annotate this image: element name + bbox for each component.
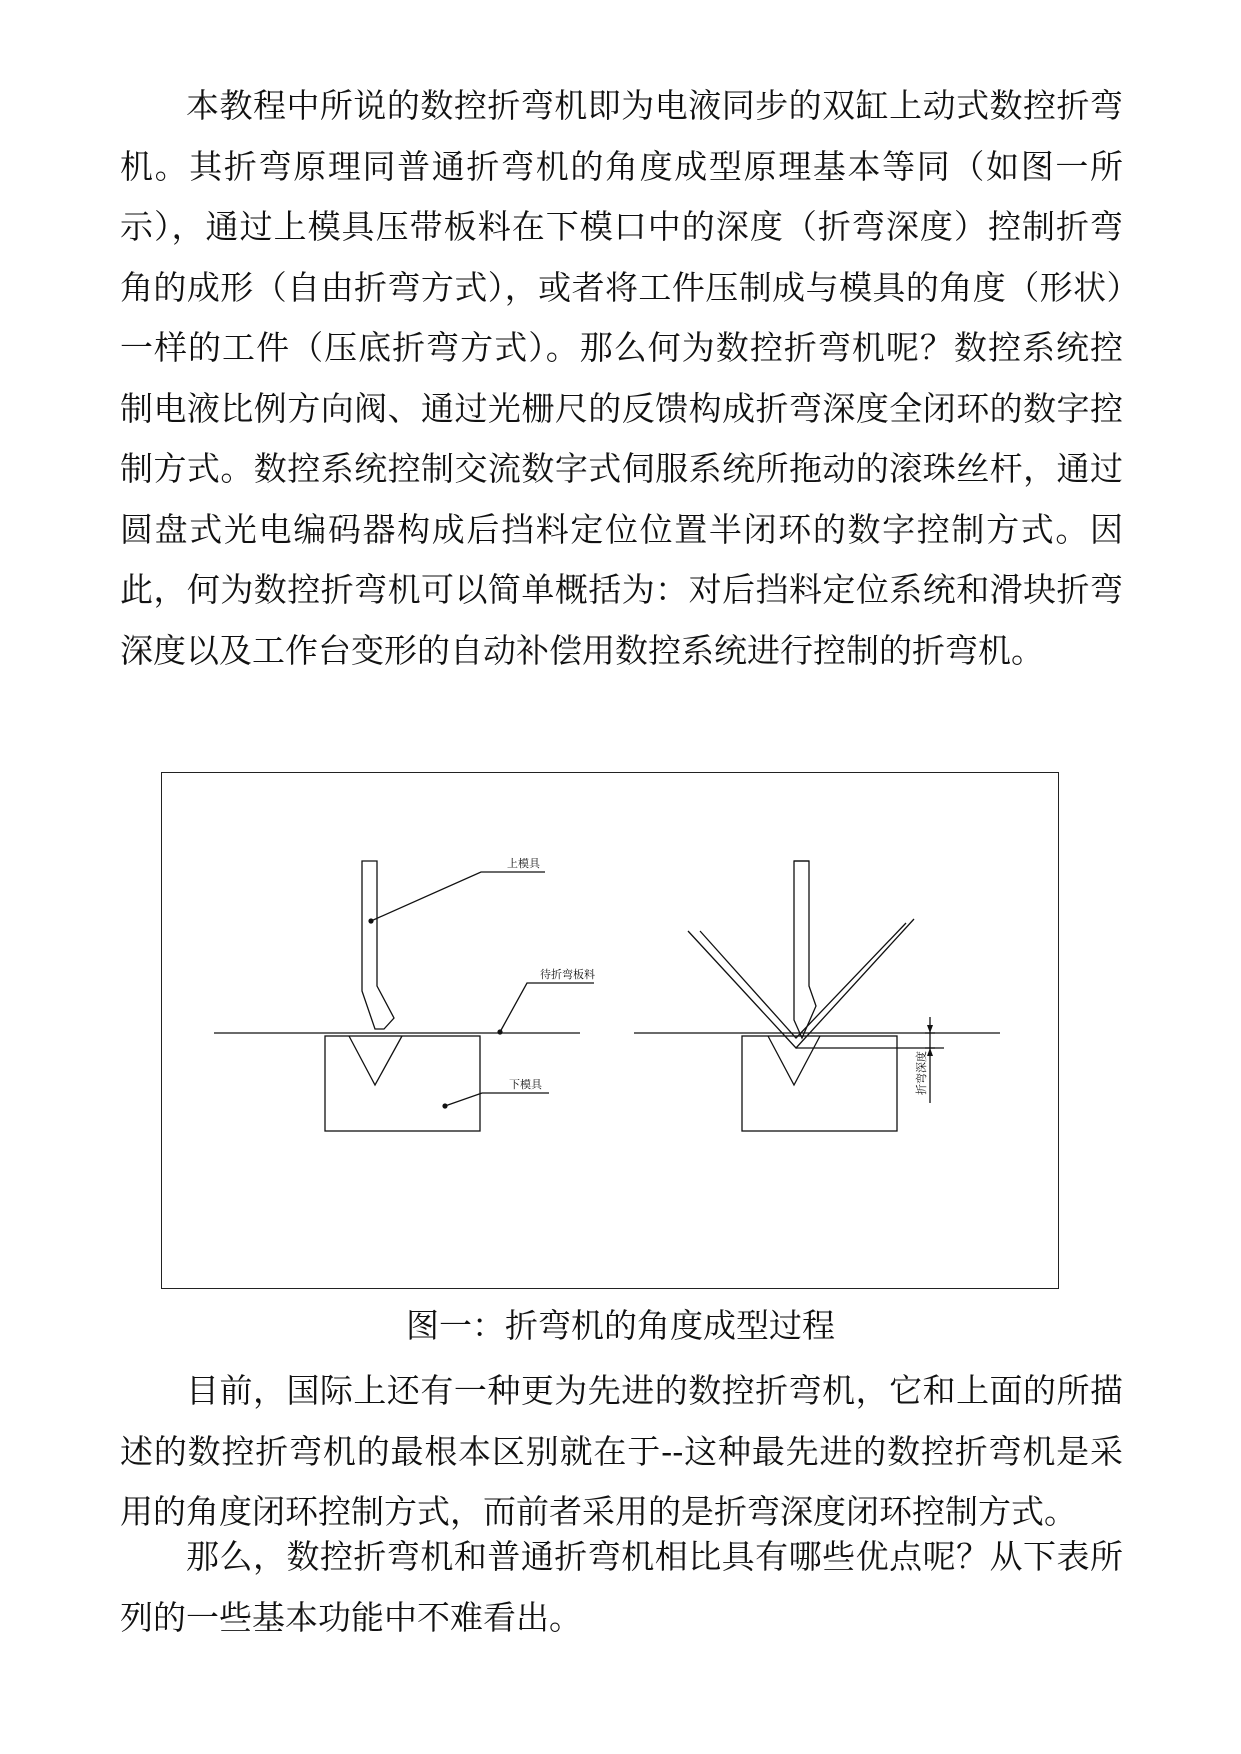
die-v-groove-right <box>768 1036 820 1085</box>
label-sheet: 待折弯板料 <box>540 968 595 981</box>
bent-sheet-outer <box>688 919 914 1048</box>
leader-upper-die <box>371 872 545 921</box>
label-bend-depth: 折弯深度 <box>915 1051 928 1095</box>
leader-dot-lower-die <box>442 1103 447 1108</box>
upper-die-right <box>794 861 816 1038</box>
label-lower-die: 下模具 <box>509 1078 542 1091</box>
figure-caption: 图一：折弯机的角度成型过程 <box>406 1306 835 1345</box>
leader-dot-upper-die <box>368 918 373 923</box>
paragraph-advantages: 那么，数控折弯机和普通折弯机相比具有哪些优点呢？从下表所列的一些基本功能中不难看出。 <box>120 1537 1123 1637</box>
bent-sheet-inner <box>700 923 906 1038</box>
bending-diagram <box>161 772 1059 1289</box>
upper-die-left <box>362 861 394 1029</box>
leader-sheet <box>500 983 594 1032</box>
lower-die-right <box>742 1036 897 1131</box>
lower-die-left <box>325 1036 480 1131</box>
paragraph-intro: 本教程中所说的数控折弯机即为电液同步的双缸上动式数控折弯机。其折弯原理同普通折弯机的角度成型原理基本等同（如图一所示），通过上模具压带板料在下模口中的深度（折弯深度）控制折弯角的成形（自由折弯方式），或者将工件压制成与模具的角度（形状）一样的工件（压底折弯方式）。那么何为数控折弯机呢？数控系统控制电液比例方向阀、通过光栅尺的反馈构成折弯深度全闭环的数字控制方式。数控系统控制交流数字式伺服系统所拖动的滚珠丝杆，通过圆盘式光电编码器构成后挡料定位位置半闭环的数字控制方式。因此，何为数控折弯机可以简单概括为：对后挡料定位系统和滑块折弯深度以及工作台变形的自动补偿用数控系统进行控制的折弯机。 <box>120 86 1123 670</box>
paragraph-advanced: 目前，国际上还有一种更为先进的数控折弯机，它和上面的所描述的数控折弯机的最根本区别就在于--这种最先进的数控折弯机是采用的角度闭环控制方式，而前者采用的是折弯深度闭环控制方式。 <box>120 1371 1123 1531</box>
bending-diagram-svg <box>162 773 1060 1290</box>
leader-dot-sheet <box>497 1029 502 1034</box>
depth-arrow-top <box>927 1025 933 1033</box>
label-upper-die: 上模具 <box>507 857 540 870</box>
leader-lower-die <box>445 1093 549 1106</box>
die-v-groove-left <box>349 1036 402 1085</box>
